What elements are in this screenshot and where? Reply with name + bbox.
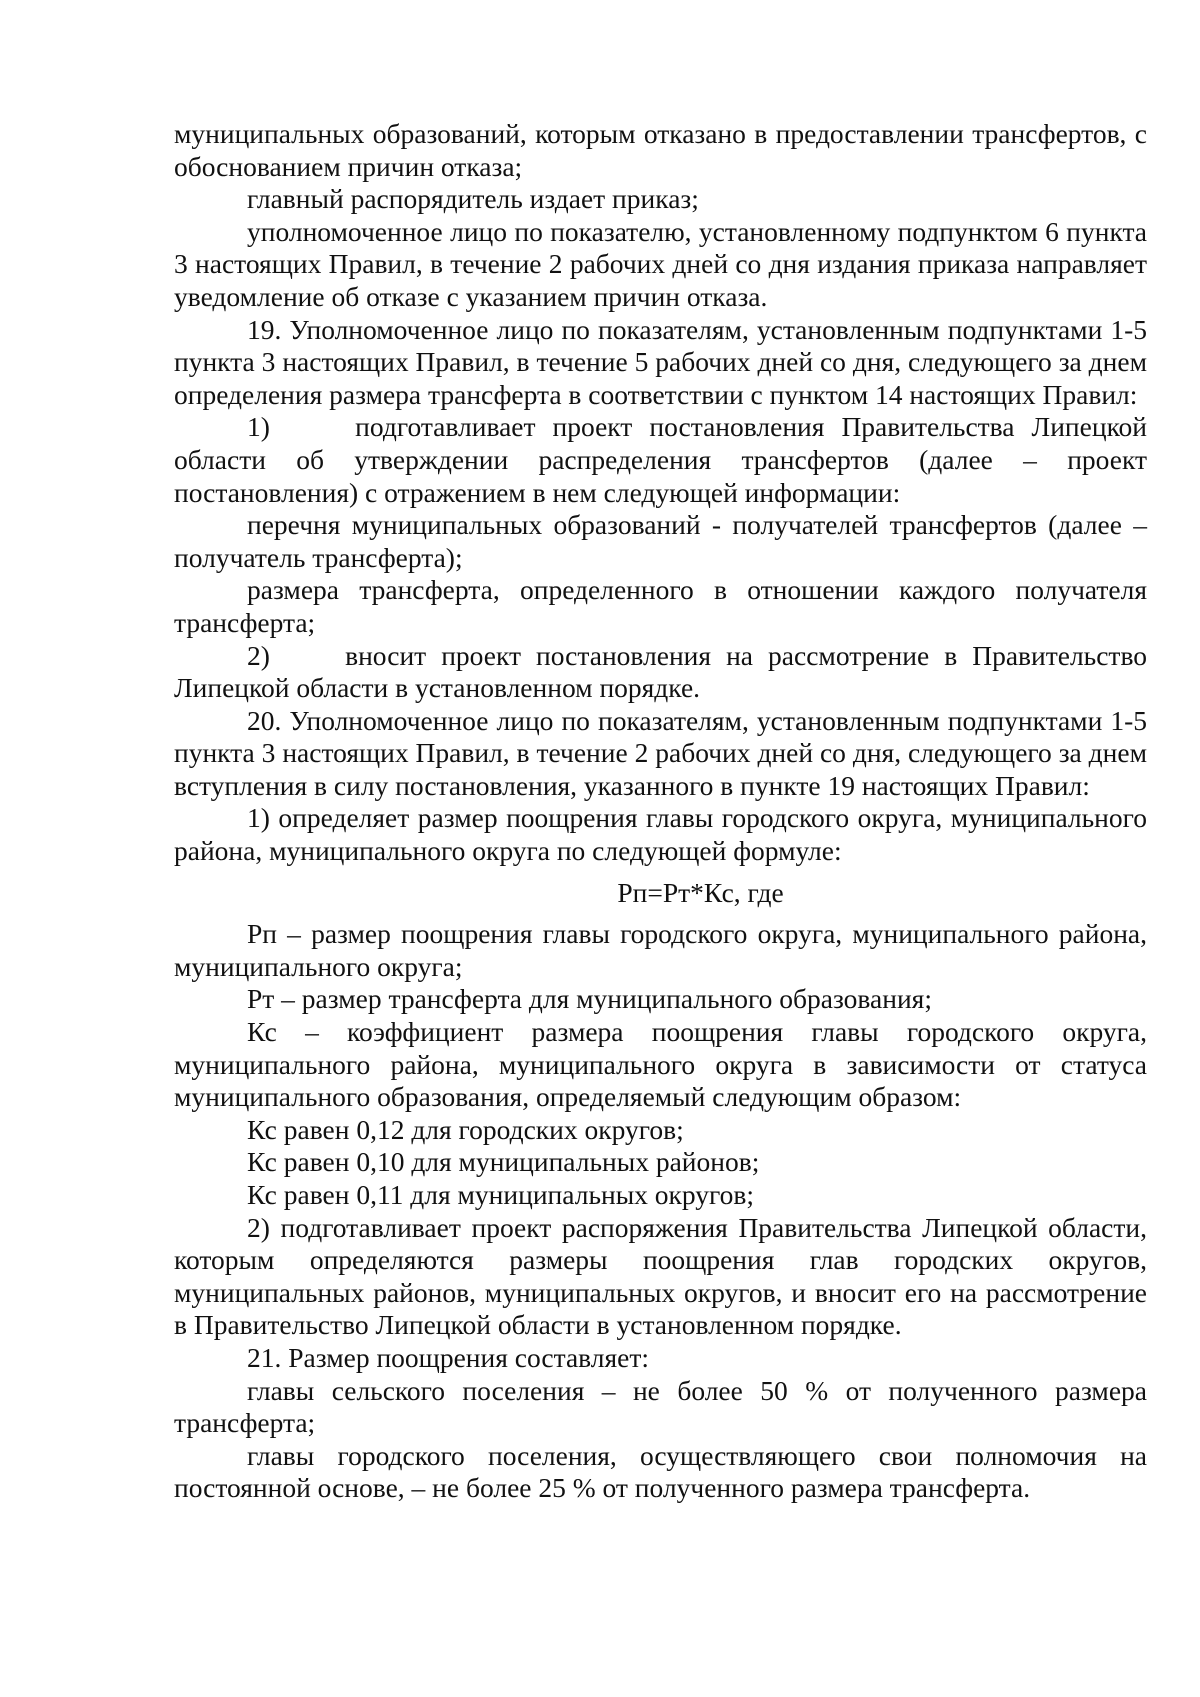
paragraph-rural-settlement: главы сельского поселения – не более 50 % от полученного размера трансферта; bbox=[174, 1374, 1147, 1439]
paragraph-rp-definition: Рп – размер поощрения главы городского округа, муниципального района, муниципального округа; bbox=[174, 918, 1147, 982]
paragraph-order-issued: главный распорядитель издает приказ; bbox=[247, 183, 699, 215]
formula: Рп=Рт*Кс, где bbox=[617, 876, 784, 908]
paragraph-clause-19: 19. Уполномоченное лицо по показателям, установленным подпунктами 1-5 пункта 3 настоящих Правил, в течение 5 рабочих дней со дня, следующего за днем определения размера трансферта в соответствии с пунктом 14 настоящих Правил: bbox=[174, 313, 1147, 410]
paragraph-kc-municipal-districts: Кс равен 0,11 для муниципальных округов; bbox=[247, 1179, 755, 1210]
paragraph-clause-21: 21. Размер поощрения составляет: bbox=[247, 1341, 650, 1373]
paragraph-transfer-size: размера трансферта, определенного в отношении каждого получателя трансферта; bbox=[174, 574, 1147, 638]
paragraph-refusal-notice: уполномоченное лицо по показателю, установленному подпунктом 6 пункта 3 настоящих Правил, в течение 2 рабочих дней со дня издания приказа направляет уведомление об отказе с указанием причин отказа. bbox=[174, 215, 1147, 312]
paragraph-continuation: муниципальных образований, которым отказано в предоставлении трансфертов, с обоснованием причин отказа; bbox=[174, 118, 1147, 182]
paragraph-kc-definition: Кс – коэффициент размера поощрения главы городского округа, муниципального района, муниципального округа в зависимости от статуса муниципального образования, определяемый следующим образом: bbox=[174, 1016, 1147, 1113]
paragraph-kc-municipal-regions: Кс равен 0,10 для муниципальных районов; bbox=[247, 1146, 760, 1178]
paragraph-clause-19-item-1: 1) подготавливает проект постановления Правительства Липецкой области об утверждении распределения трансфертов (далее – проект постановления) с отражением в нем следующей информации: bbox=[174, 411, 1147, 508]
paragraph-clause-20-item-2: 2) подготавливает проект распоряжения Правительства Липецкой области, которым определяются размеры поощрения глав городских округов, муниципальных районов, муниципальных округов, и вносит его на рассмотрение в Правительство Липецкой области в установленном порядке. bbox=[174, 1211, 1147, 1341]
paragraph-clause-20: 20. Уполномоченное лицо по показателям, установленным подпунктами 1-5 пункта 3 настоящих Правил, в течение 2 рабочих дней со дня, следующего за днем вступления в силу постановления, указанного в пункте 19 настоящих Правил: bbox=[174, 704, 1147, 801]
paragraph-urban-settlement: главы городского поселения, осуществляющего свои полномочия на постоянной основе, – не более 25 % от полученного размера трансферта. bbox=[174, 1439, 1147, 1504]
paragraph-kc-urban-districts: Кс равен 0,12 для городских округов; bbox=[247, 1113, 684, 1145]
paragraph-clause-20-item-1: 1) определяет размер поощрения главы городского округа, муниципального района, муниципального округа по следующей формуле: bbox=[174, 802, 1147, 867]
document-body bbox=[174, 118, 1147, 1505]
paragraph-recipients-list: перечня муниципальных образований - получателей трансфертов (далее – получатель трансферта); bbox=[174, 509, 1147, 573]
paragraph-clause-19-item-2: 2) вносит проект постановления на рассмотрение в Правительство Липецкой области в установленном порядке. bbox=[174, 639, 1147, 704]
paragraph-rt-definition: Рт – размер трансферта для муниципального образования; bbox=[247, 983, 932, 1015]
